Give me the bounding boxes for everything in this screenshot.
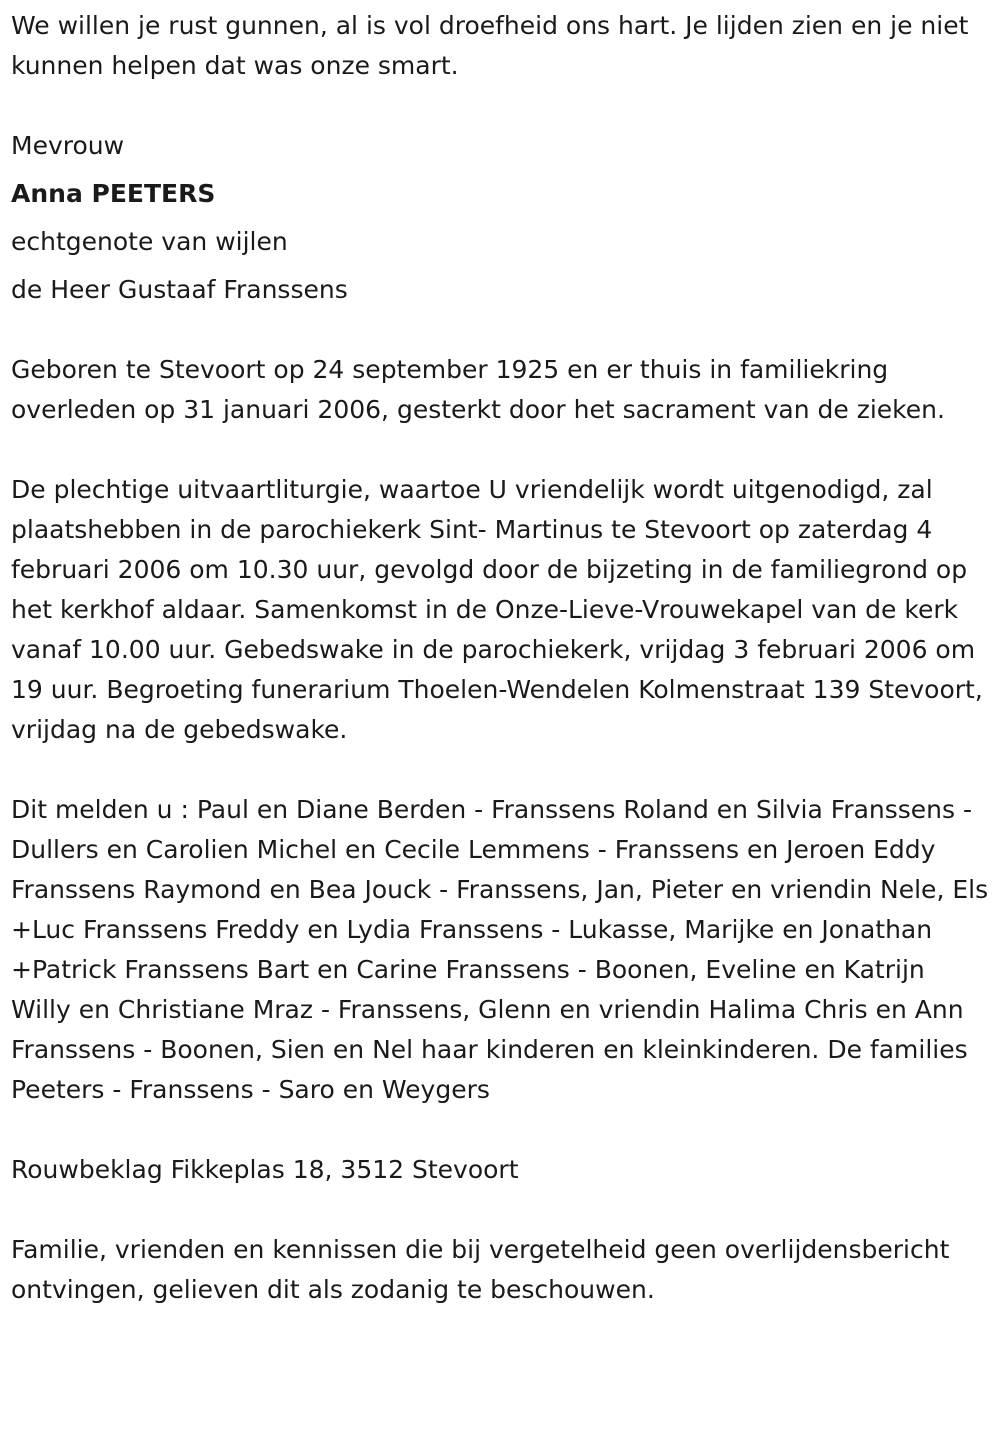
- ceremony-paragraph: De plechtige uitvaartliturgie, waartoe U vriendelijk wordt uitgenodigd, zal plaatshebben in de parochiekerk Sint- Martinus te Stevoort op zaterdag 4 februari 2006 om 10.30 uur, gevolgd door de bijzeting in de familiegrond op het kerkhof aldaar. Samenkomst in de Onze-Lieve-Vrouwekapel van de kerk vanaf 10.00 uur. Gebedswake in de parochiekerk, vrijdag 3 februari 2006 om 19 uur. Begroeting funerarium Thoelen-Wendelen Kolmenstraat 139 Stevoort, vrijdag na de gebedswake.: [11, 475, 983, 744]
- deceased-spouse: de Heer Gustaaf Franssens: [11, 275, 348, 304]
- deceased-name: Anna PEETERS: [11, 179, 216, 208]
- deceased-title: Mevrouw: [11, 131, 125, 160]
- birth-death-paragraph: Geboren te Stevoort op 24 september 1925 en er thuis in familiekring overleden op 31 januari 2006, gesterkt door het sacrament van de zieken.: [11, 355, 945, 424]
- death-notice: [11, 6, 989, 1310]
- deceased-block: [11, 122, 989, 314]
- closing-note: Familie, vrienden en kennissen die bij vergetelheid geen overlijdensbericht ontvingen, gelieven dit als zodanig te beschouwen.: [11, 1235, 950, 1304]
- opening-verse: We willen je rust gunnen, al is vol droefheid ons hart. Je lijden zien en je niet kunnen helpen dat was onze smart.: [11, 11, 969, 80]
- deceased-relation: echtgenote van wijlen: [11, 227, 288, 256]
- announcers-paragraph: Dit melden u : Paul en Diane Berden - Franssens Roland en Silvia Franssens - Dullers en Carolien Michel en Cecile Lemmens - Franssens en Jeroen Eddy Franssens Raymond en Bea Jouck - Franssens, Jan, Pieter en vriendin Nele, Els +Luc Franssens Freddy en Lydia Franssens - Lukasse, Marijke en Jonathan +Patrick Franssens Bart en Carine Franssens - Boonen, Eveline en Katrijn Willy en Christiane Mraz - Franssens, Glenn en vriendin Halima Chris en Ann Franssens - Boonen, Sien en Nel haar kinderen en kleinkinderen. De families Peeters - Franssens - Saro en Weygers: [11, 795, 989, 1104]
- mourning-address: Rouwbeklag Fikkeplas 18, 3512 Stevoort: [11, 1155, 519, 1184]
